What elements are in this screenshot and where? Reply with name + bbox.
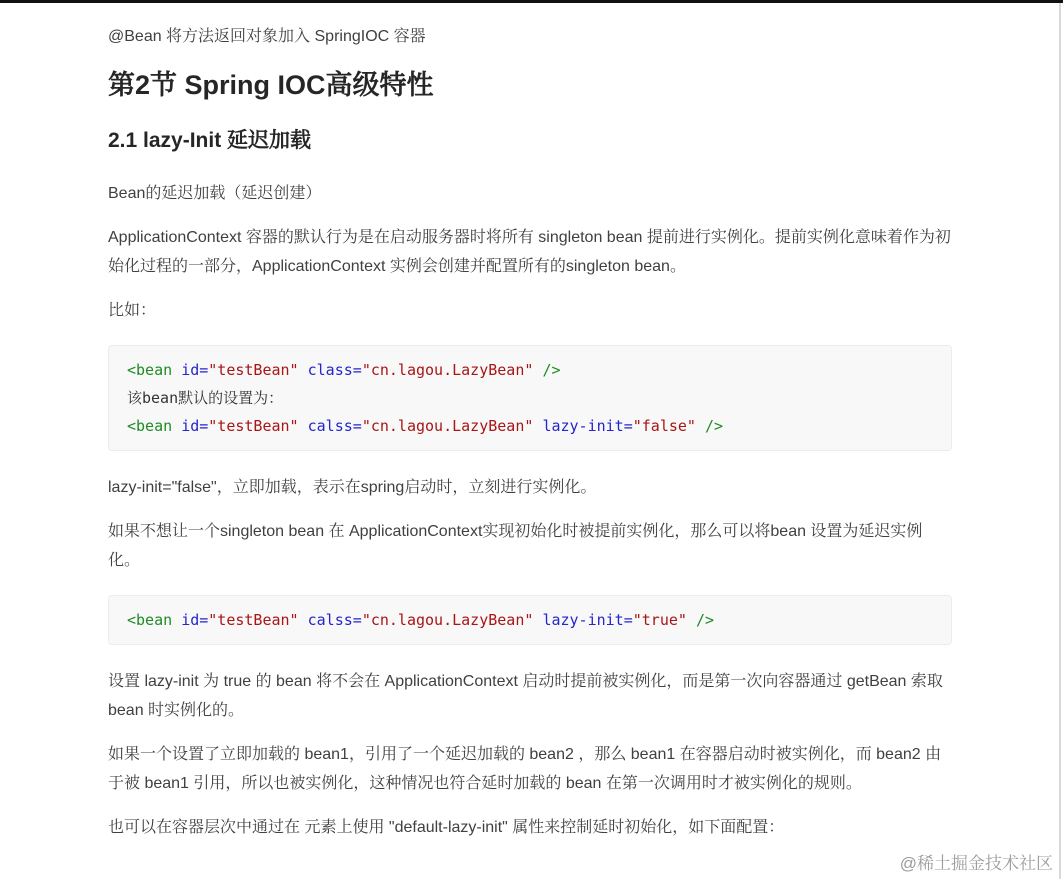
paragraph-lazy-true: 设置 lazy-init 为 true 的 bean 将不会在 ApplicationContext 启动时提前被实例化，而是第一次向容器通过 getBean 索取 bean 时实例化的。 — [108, 673, 943, 719]
code-block-lazy-false — [108, 345, 952, 451]
paragraph-bean-ref-rule: 如果一个设置了立即加载的 bean1，引用了一个延迟加载的 bean2 ，那么 bean1 在容器启动时被实例化，而 bean2 由于被 bean1 引用，所以也被实例化，这种情况也符合延时加载的 bean 在第一次调用时才被实例化的规则。 — [108, 746, 942, 792]
paragraph-lazy-definition: Bean的延迟加载（延迟创建） — [108, 185, 322, 202]
code-line: <bean id="testBean" class="cn.lagou.LazyBean" /> — [127, 361, 561, 379]
site-watermark: @稀土掘金技术社区 — [899, 854, 1053, 873]
paragraph-no-preinstantiate: 如果不想让一个singleton bean 在 ApplicationContext实现初始化时被提前实例化，那么可以将bean 设置为延迟实例化。 — [108, 523, 923, 569]
paragraph-context-default: ApplicationContext 容器的默认行为是在启动服务器时将所有 singleton bean 提前进行实例化。提前实例化意味着作为初始化过程的一部分，ApplicationContext 实例会创建并配置所有的singleton bean。 — [108, 229, 951, 275]
subsection-title: 2.1 lazy-Init 延迟加载 — [108, 129, 312, 152]
section-title: 第2节 Spring IOC高级特性 — [108, 70, 434, 100]
code-block-lazy-true — [108, 595, 952, 645]
paragraph-example-label: 比如： — [108, 302, 157, 319]
paragraph-lazy-false: lazy-init="false"，立即加载，表示在spring启动时，立刻进行实例化。 — [108, 479, 597, 496]
code-line: <bean id="testBean" calss="cn.lagou.LazyBean" lazy-init="true" /> — [127, 611, 715, 629]
intro-paragraph: @Bean 将方法返回对象加入 SpringIOC 容器 — [108, 28, 426, 45]
code-line: <bean id="testBean" calss="cn.lagou.LazyBean" lazy-init="false" /> — [127, 417, 724, 435]
article-content — [0, 3, 1063, 879]
code-line: 该bean默认的设置为： — [127, 389, 284, 407]
paragraph-default-lazy-init: 也可以在容器层次中通过在 元素上使用 "default-lazy-init" 属性来控制延时初始化，如下面配置： — [108, 819, 785, 836]
